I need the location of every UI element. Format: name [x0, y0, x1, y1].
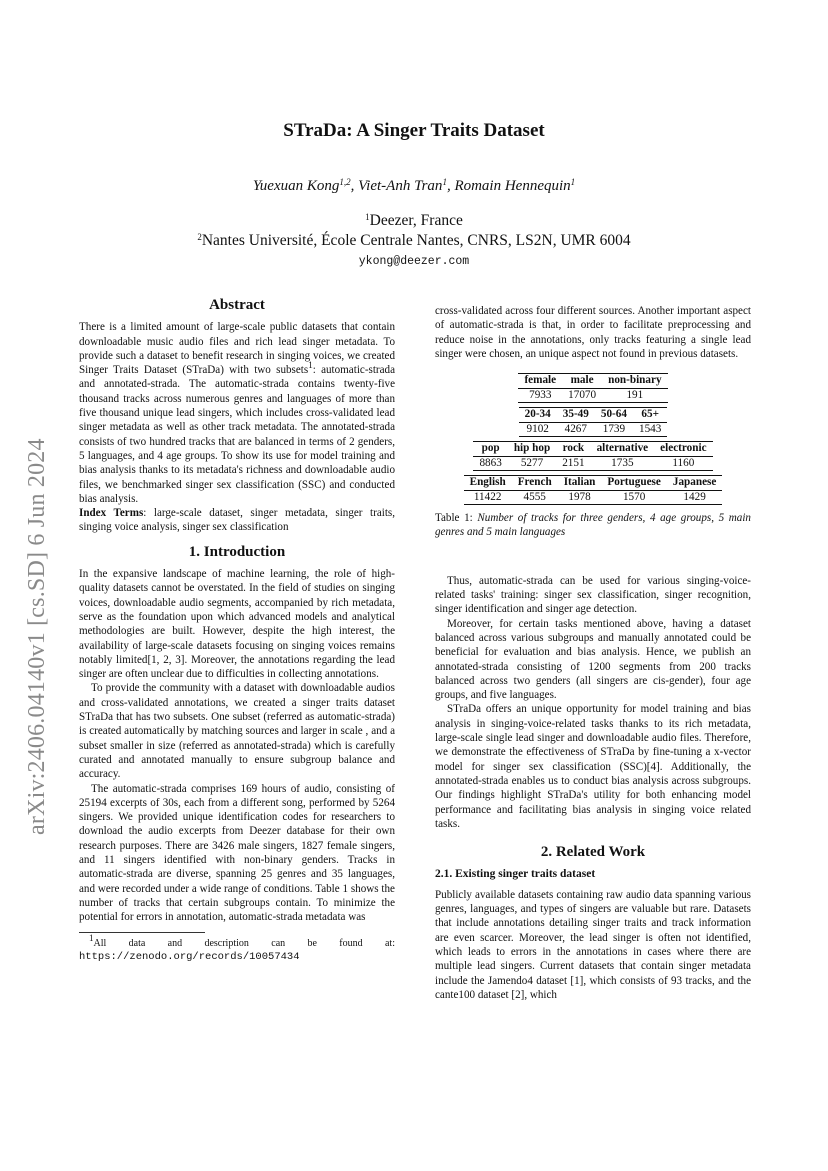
- table-header: female: [524, 374, 557, 387]
- table-header: Japanese: [672, 476, 717, 489]
- footnote-rule: [79, 932, 205, 933]
- body-paragraph: cross-validated across four different sources. Another important aspect of automatic-strada is that, in order to facilitate preprocessing and reduce noise in the annotations, only tracks featuring a single lead singer were chosen, an unique aspect not found in previous datasets.: [435, 305, 751, 360]
- table-cell: 191: [626, 388, 644, 401]
- intro-heading: 1. Introduction: [188, 543, 286, 560]
- table-header: Italian: [563, 476, 596, 489]
- affil-sup: 1: [365, 212, 370, 222]
- table-cell: 7933: [529, 388, 552, 401]
- table-header: 65+: [641, 408, 659, 421]
- related-work-heading: 2. Related Work: [540, 844, 646, 861]
- table-header: alternative: [596, 442, 649, 455]
- paper-title: STraDa: A Singer Traits Dataset: [283, 120, 545, 141]
- abstract-text-a: There is a limited amount of large-scale public datasets that contain downloadable music audio files and rich lead singer metadata. To provide such a dataset to benefit research in singing voices, we created Singer Traits Dataset (STraDa) with two subsets: [79, 321, 395, 377]
- intro-paragraph: The automatic-strada comprises 169 hours of audio, consisting of 25194 excerpts of 30s, each from a different song, performed by 5264 singers. We provided unique identification codes for researchers to download the audio excerpts from Deezer database for their own research purposes. There are 3426 male singers, 1827 female singers, and 11 singers identified with non-binary genders. Tracks in automatic-strada are diverse, spanning 25 genres and 35 languages, and were recorded under a wide range of conditions. Table 1 shows the number of tracks that certain subgroups contain. To minimize the potential for errors in annotation, automatic-strada metadata was: [79, 782, 395, 924]
- table-cell: 5277: [520, 456, 544, 469]
- footnote-sup: 1: [89, 933, 94, 944]
- table-cell: 4555: [523, 490, 546, 503]
- table-cell: 1978: [568, 490, 591, 503]
- age-table: [519, 407, 668, 437]
- footnote-text: All data and description can be found at:: [93, 938, 395, 950]
- author-name: Viet-Anh Tran: [358, 178, 443, 194]
- table-header: English: [469, 476, 506, 489]
- arxiv-stamp: arXiv:2406.04140v1 [cs.SD] 6 Jun 2024: [24, 438, 50, 835]
- table-cell: 1735: [611, 456, 634, 469]
- body-paragraph: Publicly available datasets containing raw audio data spanning various genres, languages, and types of singers are valuable but rare. Datasets that include annotations detailing singer traits and track information are even scarcer. Moreover, the lead singer is often not identified, which leads to errors in the annotations in cases where there are multiple lead singers. Current datasets that contain singer metadata include the Jamendo4 dataset [1], which consists of 93 tracks, and the cante100 dataset [2], which: [435, 888, 751, 1001]
- table-header: pop: [481, 442, 500, 455]
- table-header: French: [517, 476, 552, 489]
- table-header: 35-49: [562, 408, 589, 421]
- table-header: non-binary: [608, 374, 662, 387]
- affil-text: Nantes Université, École Centrale Nantes, CNRS, LS2N, UMR 6004: [201, 232, 631, 249]
- intro-paragraph: To provide the community with a dataset with downloadable audios and cross-validated annotations, we created a singer traits dataset STraDa that has two subsets. One subset (referred as automatic-strada) is created automatically by matching sources and larger in scale , and a subset smaller in size (referred as annotated-strada) which is carefully curated and annotated manually to ensure subgroup balance and accuracy.: [79, 682, 395, 781]
- language-table: [464, 475, 723, 505]
- table-cell: 1160: [672, 456, 695, 469]
- author-affil-sup: 1: [570, 177, 576, 187]
- table-header: 50-64: [600, 408, 627, 421]
- right-column: [435, 304, 751, 1002]
- table-cell: 11422: [473, 490, 502, 503]
- table-1: [435, 373, 751, 540]
- gender-table: [518, 373, 667, 403]
- body-paragraph: Moreover, for certain tasks mentioned above, having a dataset balanced across various subgroups and manually annotated could be beneficial for evaluation and bias analysis. Hence, we publish an annotated-strada consisting of 1200 segments from 200 tracks balanced across two genders (all singers are cis-gender), four age groups, and five languages.: [435, 617, 751, 702]
- table-cell: 8863: [479, 456, 502, 469]
- table-caption: [435, 511, 751, 540]
- intro-paragraph: In the expansive landscape of machine learning, the role of high-quality datasets cannot be overstated. In the field of studies on singing voices, downloadable audio segments, accompanied by rich metadata, serve as the foundation upon which advanced models and analytical methodologies are built. However, despite the high interest, the availability of large-scale datasets focusing on singing voices remains notably limited[1, 2, 3]. Moreover, the annotations regarding the lead singer are often unclear due to difficulties in collecting annotations.: [79, 568, 395, 681]
- table-header: male: [570, 374, 594, 387]
- affiliation-1: [0, 212, 828, 230]
- affil-sup: 2: [197, 232, 202, 242]
- table-cell: 1543: [638, 422, 662, 435]
- author-email[interactable]: ykong@deezer.com: [358, 255, 470, 268]
- table-header: 20-34: [524, 408, 551, 421]
- table-cell: 17070: [568, 388, 597, 401]
- table-header: electronic: [660, 442, 707, 455]
- author-affil-sup: 1: [442, 177, 447, 187]
- table-cell: 1570: [622, 490, 646, 503]
- table-cell: 1739: [602, 422, 626, 435]
- author-list: Yuexuan Kong$^{1,2}$, Viet-Anh Tran$^1$, Romain Hennequin$^1$: [252, 177, 576, 194]
- index-terms-label: Index Terms: [79, 507, 144, 520]
- affil-text: Deezer, France: [369, 212, 463, 229]
- caption-label: Table 1:: [435, 512, 473, 525]
- abstract-text-b: : automatic-strada and annotated-strada. The automatic-strada contains twenty-five thousand tracks across numerous genres and languages of more than five thousand unique lead singers, which includes cross-validated lead singer metadata as well as other track metadata. The annotated-strada consists of two hundred tracks that are balanced in terms of 2 genders, 5 languages, and 4 age groups. To show its use for model training and bias analysis thanks to its metadata's richness and downloadable audio files, we benchmarked singer sex classification (SSC) and conducted bias analysis.: [79, 364, 396, 505]
- table-header: Portuguese: [607, 476, 661, 489]
- footnote: [79, 933, 395, 964]
- table-cell: 9102: [526, 422, 549, 435]
- caption-text: Number of tracks for three genders, 4 age groups, 5 main genres and 5 main languages: [435, 512, 751, 539]
- subsection-heading: 2.1. Existing singer traits dataset: [435, 868, 596, 881]
- abstract-text: [79, 320, 395, 506]
- table-header: hip hop: [513, 442, 551, 455]
- table-header: rock: [562, 442, 585, 455]
- affiliation-2: [0, 232, 828, 250]
- author-name: Romain Hennequin: [454, 178, 571, 194]
- genre-table: [473, 441, 712, 471]
- index-terms: [79, 506, 395, 535]
- footnote-ref[interactable]: 1: [308, 360, 313, 371]
- table-cell: 1429: [683, 490, 706, 503]
- index-terms-text: : large-scale dataset, singer metadata, singer traits, singing voice analysis, singer sex classification: [79, 507, 395, 534]
- body-paragraph: Thus, automatic-strada can be used for various singing-voice-related tasks' training: singer sex classification, singer recognition, singer identification and singer age detection.: [435, 574, 751, 616]
- table-cell: 2151: [562, 456, 585, 469]
- table-cell: 4267: [564, 422, 587, 435]
- left-column: [79, 298, 395, 964]
- body-paragraph: STraDa offers an unique opportunity for model training and bias analysis in singing-voice-related tasks thanks to its rich metadata, large-scale single lead singer and downloadable audio files. Therefore, we demonstrate the effectiveness of STraDa by fine-tuning a x-vector model for singer sex classification (SSC)[4]. Additionally, the annotated-strada enables us to conduct bias analysis across subgroups. Our findings highlight STraDa's utility for both enhancing model performance and facilitating bias analysis in singing voice related tasks.: [435, 703, 751, 830]
- author-name: Yuexuan Kong: [252, 178, 340, 194]
- footnote-link[interactable]: https://zenodo.org/records/10057434: [79, 951, 300, 964]
- author-affil-sup: 1,2: [339, 177, 351, 187]
- abstract-heading: Abstract: [209, 297, 265, 313]
